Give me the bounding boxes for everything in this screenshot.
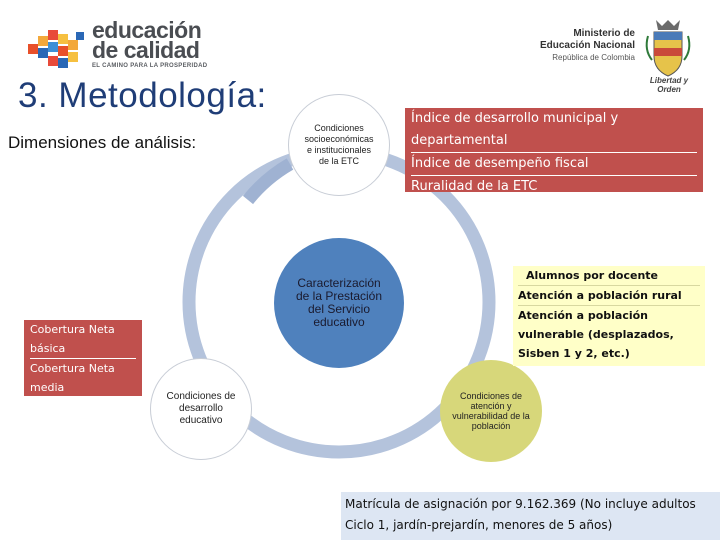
logo-line2: de calidad (92, 37, 200, 63)
node-educational-development: Condiciones de desarrollo educativo (150, 358, 252, 460)
ministry-line3: República de Colombia (552, 53, 635, 62)
indicator-item: Alumnos por docente (518, 266, 700, 286)
node-service-characterization: Caracterización de la Prestación del Servicio educativo (274, 238, 404, 368)
node-vulnerability: Condiciones de atención y vulnerabilidad de la población (440, 360, 542, 462)
indicator-item: Índice de desempeño fiscal (411, 153, 697, 176)
box-coverage-indicators (24, 320, 142, 396)
node-socioeconomic: Condiciones socioeconómicas e institucionales de la ETC (288, 94, 390, 196)
box-socioeconomic-indicators (405, 108, 703, 192)
ministry-line1: Ministerio de (573, 28, 635, 39)
indicator-item: departamental (411, 130, 697, 153)
logo-line1: educación (92, 17, 202, 43)
indicator-item: Índice de desarrollo municipal y (411, 111, 619, 126)
motto-label: Libertad y Orden (649, 76, 689, 94)
indicator-item: Ruralidad de la ETC (411, 179, 538, 194)
indicator-item: Cobertura Neta media (30, 362, 115, 394)
logo-tagline: EL CAMINO PARA LA PROSPERIDAD (92, 63, 208, 69)
indicator-item: Atención a población vulnerable (desplazados, Sisben 1 y 2, etc.) (518, 309, 674, 360)
slide-subtitle: Dimensiones de análisis: (8, 133, 197, 152)
slide-title: 3. Metodología: (18, 76, 267, 115)
ministry-line2: Educación Nacional (539, 40, 635, 51)
indicator-item: Atención a población rural (518, 286, 700, 306)
box-attention-indicators (513, 266, 705, 366)
box-enrollment-note: Matrícula de asignación por 9.162.369 (No incluye adultos Ciclo 1, jardín-prejardín, menores de 5 años) (341, 492, 720, 540)
indicator-item: Cobertura Neta básica (30, 320, 136, 359)
